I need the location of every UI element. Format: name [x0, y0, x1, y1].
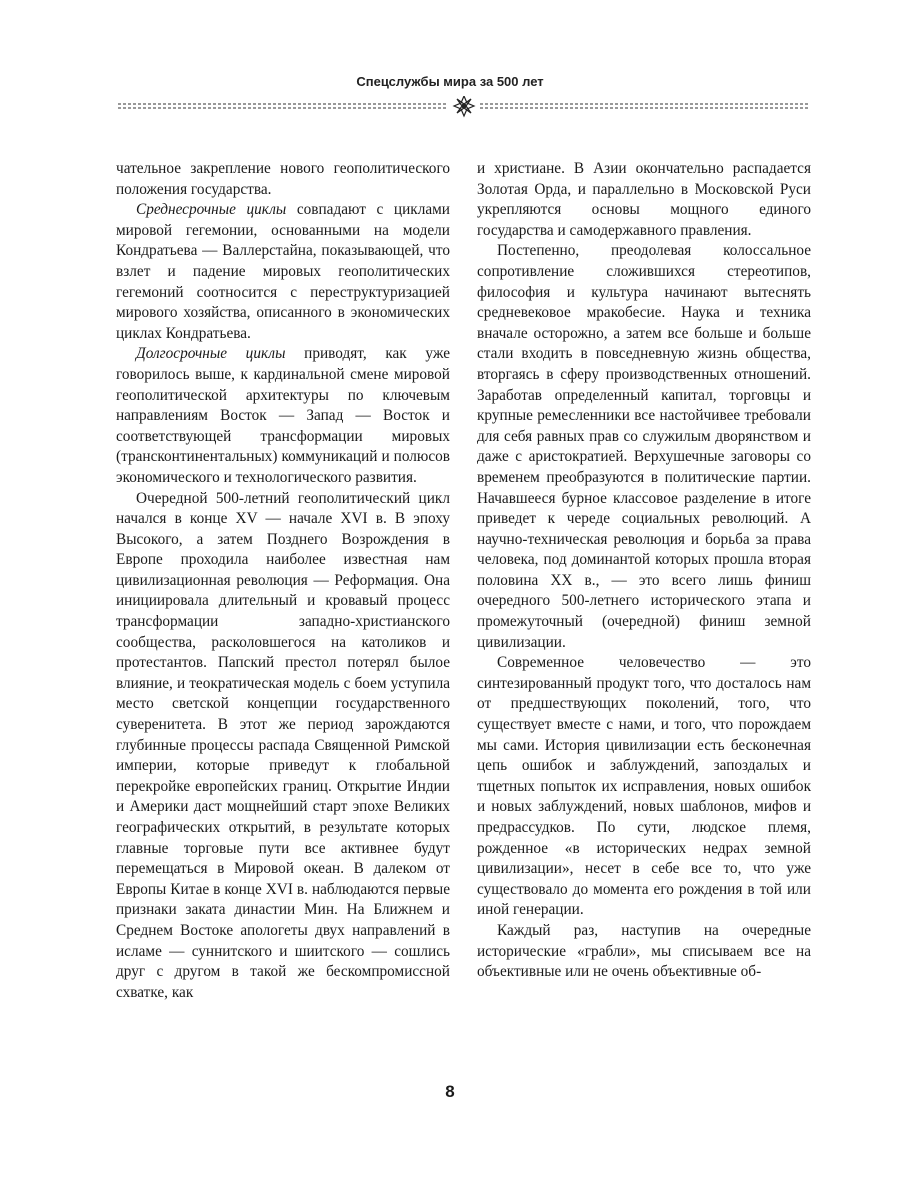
running-title: Спецслужбы мира за 500 лет — [356, 74, 544, 89]
paragraph-text: приводят, как уже говорилось выше, к кардинальной смене мировой геополитической архитектуры по ключевым направлениям Восток — Запад — Восток и соответствующей трансформации мировых (трансконтинентальных) коммуникаций и полюсов экономического и технологического развития. — [116, 345, 450, 486]
header-ornament-rule — [118, 96, 810, 118]
right-text-column — [477, 159, 811, 983]
paragraph: Современное человечество — это синтезированный продукт того, что досталось нам от предшествующих поколений, того, что существует вместе с нами, и того, что порождаем мы сами. История цивилизации есть бесконечная цепь ошибок и заблуждений, запоздалых и тщетных попыток их исправления, новых ошибок и новых заблуждений, новых шаблонов, мифов и предрассудков. По сути, людское племя, рожденное «в исторических недрах земной цивилизации», несет в себе все то, что уже существовало до момента его рождения в той или иной генерации. — [477, 654, 811, 919]
paragraph: чательное закрепление нового геополитического положения государства. — [116, 160, 450, 198]
page-number: 8 — [445, 1082, 455, 1101]
star-ornament-icon — [454, 96, 474, 116]
paragraph: Очередной 500-летний геополитический цикл начался в конце XV — начале XVI в. В эпоху Высокого, а затем Позднего Возрождения в Европе проходила наиболее известная нам цивилизационная революция — Реформация. Она инициировала длительный и кровавый процесс трансформации западно-христианского сообщества, расколовшегося на католиков и протестантов. Папский престол потерял былое влияние, и теократическая модель с боем уступила место светской концепции государственного суверенитета. В этот же период зарождаются глубинные процессы распада Священной Римской империи, которые приведут к глобальной перекройке европейских границ. Открытие Индии и Америки даст мощнейший старт эпохе Великих географических открытий, в результате которых главные торговые пути все активнее будут перемещаться в Мировой океан. В далеком от Европы Китае в конце XVI в. наблюдаются первые признаки заката династии Мин. На Ближнем и Среднем Востоке апологеты двух направлений в исламе — суннитского и шиитского — сошлись друг с другом в такой же бескомпромиссной схватке, как — [116, 489, 450, 1001]
paragraph: Каждый раз, наступив на очередные исторические «грабли», мы списываем все на объективные или не очень объективные об- — [477, 921, 811, 981]
paragraph: Постепенно, преодолевая колоссальное сопротивление сложившихся стереотипов, философия и культура начинают вытеснять средневековое мракобесие. Наука и техника вначале осторожно, а затем все больше и больше стали входить в повседневную жизнь общества, вторгаясь в сферу производственных отношений. Заработав определенный капитал, торговцы и крупные ремесленники все настойчивее требовали для себя равных прав со служилым дворянством и даже с аристократией. Верхушечные заговоры со временем преобразуются в политические партии. Начавшееся бурное классовое разделение в итоге приведет к череде социальных революций. А научно-техническая революция и борьба за права человека, под доминантой которых прошла вторая половина XX в., — это всего лишь финиш очередного 500-летнего исторического этапа и промежуточный (очередной) финиш земной цивилизации. — [477, 242, 811, 651]
paragraph — [116, 344, 450, 488]
paragraph: и христиане. В Азии окончательно распадается Золотая Орда, и параллельно в Московской Руси укрепляются основы мощного единого государства и самодержавного правления. — [477, 160, 811, 239]
paragraph — [116, 200, 450, 344]
paragraph-text: совпадают с циклами мировой гегемонии, основанными на модели Кондратьева — Валлерстайна, показывающей, что взлет и падение мировых геополитических гегемоний соотносится с переструктуризацией мирового хозяйства, описанного в экономических циклах Кондратьева. — [116, 201, 450, 342]
left-text-column — [116, 159, 450, 1003]
italic-term: Среднесрочные циклы — [136, 201, 287, 219]
italic-term: Долгосрочные циклы — [136, 345, 286, 363]
